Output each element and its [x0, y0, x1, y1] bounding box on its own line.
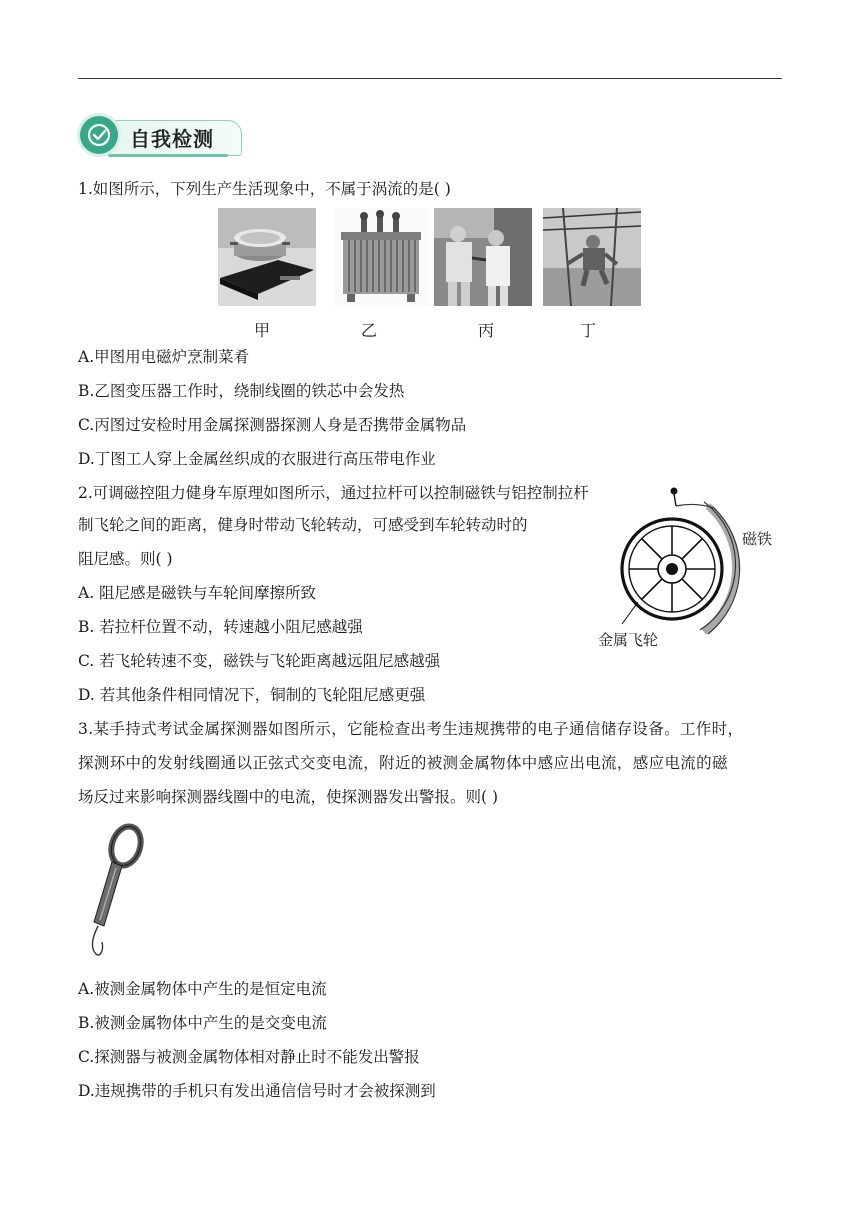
- q3-option-a: A.被测金属物体中产生的是恒定电流: [78, 980, 327, 998]
- q1-caption-1: 甲: [254, 321, 271, 340]
- security-check-photo: [434, 208, 532, 306]
- q1-option-d: D.丁图工人穿上金属丝织成的衣服进行高压带电作业: [78, 450, 436, 468]
- q3-stem-line-2: 探测环中的发射线圈通以正弦式交变电流，附近的被测金属物体中感应出电流，感应电流的磁: [78, 754, 728, 772]
- header-rule: [78, 78, 782, 79]
- section-badge: [80, 114, 246, 158]
- q2-stem-line-1: 2.可调磁控阻力健身车原理如图所示，通过拉杆可以控制磁铁与铝控制拉杆: [78, 484, 589, 502]
- q2-option-d: D. 若其他条件相同情况下，铜制的飞轮阻尼感更强: [78, 686, 426, 704]
- q3-option-d: D.违规携带的手机只有发出通信信号时才会被探测到: [78, 1082, 436, 1100]
- flywheel-figure: [596, 484, 796, 654]
- q2-option-c: C. 若飞轮转速不变，磁铁与飞轮距离越远阻尼感越强: [78, 652, 441, 670]
- high-voltage-worker-photo: [543, 208, 641, 306]
- q1-caption-2: 乙: [361, 321, 378, 340]
- q1-caption-4: 丁: [580, 321, 597, 340]
- q1-option-b: B.乙图变压器工作时，绕制线圈的铁芯中会发热: [78, 382, 405, 400]
- q2-option-b: B. 若拉杆位置不动，转速越小阻尼感越强: [78, 618, 363, 636]
- q1-caption-3: 丙: [478, 321, 495, 340]
- metal-detector-figure: [82, 822, 152, 962]
- q2-stem-line-3: 阻尼感。则( ): [78, 550, 173, 568]
- q3-option-c: C.探测器与被测金属物体相对静止时不能发出警报: [78, 1048, 420, 1066]
- transformer-photo: [333, 208, 431, 306]
- magnet-label: 磁铁: [742, 530, 773, 548]
- q2-stem-line-2: 制飞轮之间的距离，健身时带动飞轮转动，可感受到车轮转动时的: [78, 516, 528, 534]
- q3-stem-line-3: 场反过来影响探测器线圈中的电流，使探测器发出警报。则( ): [78, 788, 499, 806]
- flywheel-label: 金属飞轮: [598, 631, 659, 649]
- q1-stem: 1.如图所示，下列生产生活现象中，不属于涡流的是( ): [78, 180, 451, 198]
- q3-option-b: B.被测金属物体中产生的是交变电流: [78, 1014, 327, 1032]
- badge-stripe: [108, 154, 228, 157]
- q1-option-c: C.丙图过安检时用金属探测器探测人身是否携带金属物品: [78, 416, 467, 434]
- q3-stem-line-1: 3.某手持式考试金属探测器如图所示，它能检查出考生违规携带的电子通信储存设备。工作时，: [78, 720, 744, 738]
- induction-cooker-photo: [218, 208, 316, 306]
- section-title: 自我检测: [130, 127, 214, 151]
- check-circle-icon: [80, 116, 118, 154]
- q2-option-a: A. 阻尼感是磁铁与车轮间摩擦所致: [78, 584, 317, 602]
- q1-option-a: A.甲图用电磁炉烹制菜肴: [78, 348, 250, 366]
